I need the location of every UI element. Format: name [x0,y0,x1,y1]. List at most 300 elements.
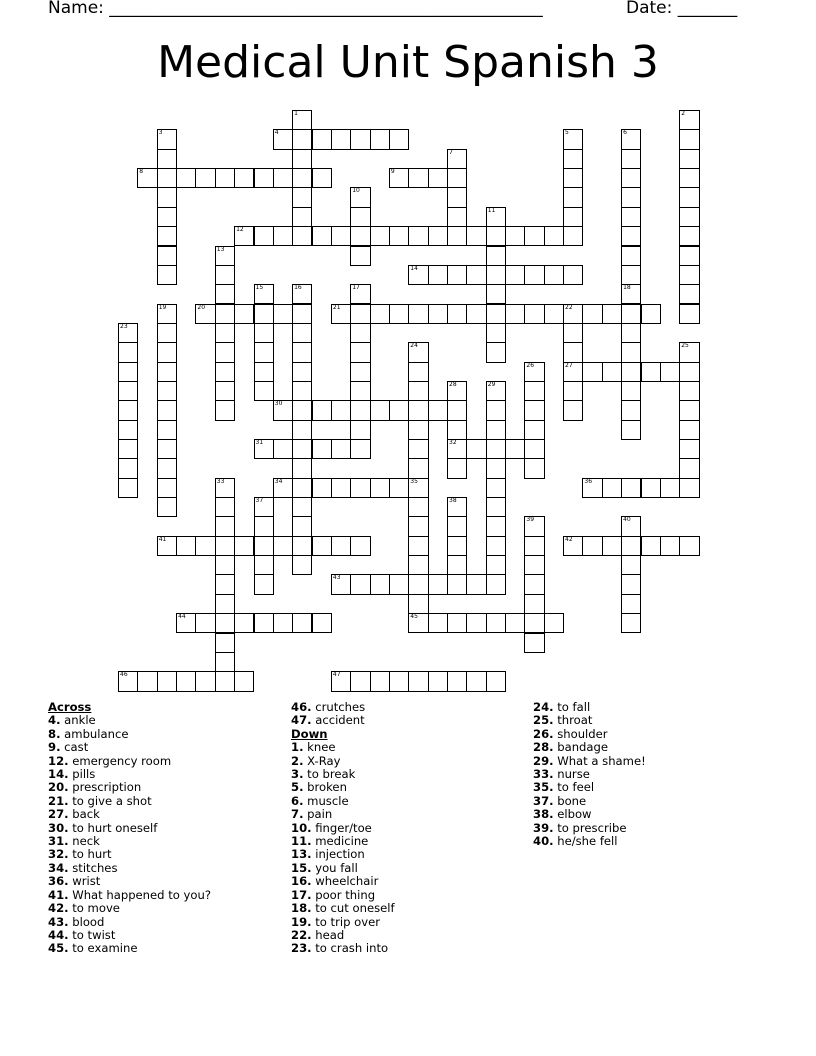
grid-cell[interactable] [641,304,661,324]
grid-cell[interactable] [234,226,254,246]
grid-cell[interactable] [234,613,254,633]
grid-cell[interactable] [621,516,641,536]
grid-cell[interactable] [176,613,196,633]
grid-cell[interactable] [350,187,370,207]
grid-cell[interactable] [563,187,583,207]
grid-cell[interactable] [679,187,699,207]
grid-cell[interactable] [524,226,544,246]
grid-cell[interactable] [273,304,293,324]
name-line[interactable] [48,0,543,18]
grid-cell[interactable] [621,304,641,324]
grid-cell[interactable] [524,516,544,536]
grid-cell[interactable] [621,149,641,169]
grid-cell[interactable] [273,168,293,188]
grid-cell[interactable] [331,536,351,556]
date-blank[interactable]: _______ [677,0,738,18]
grid-cell[interactable] [331,400,351,420]
grid-cell[interactable] [486,265,506,285]
grid-cell[interactable] [195,536,215,556]
grid-cell[interactable] [679,400,699,420]
grid-cell[interactable] [350,226,370,246]
grid-cell[interactable] [389,168,409,188]
grid-cell[interactable] [563,362,583,382]
grid-cell[interactable] [292,555,312,575]
grid-cell[interactable] [331,671,351,691]
grid-cell[interactable] [137,168,157,188]
grid-cell[interactable] [350,323,370,343]
grid-cell[interactable] [292,536,312,556]
grid-cell[interactable] [563,129,583,149]
grid-cell[interactable] [447,304,467,324]
grid-cell[interactable] [350,362,370,382]
grid-cell[interactable] [292,381,312,401]
grid-cell[interactable] [621,284,641,304]
grid-cell[interactable] [408,516,428,536]
grid-cell[interactable] [447,671,467,691]
grid-cell[interactable] [215,671,235,691]
grid-cell[interactable] [118,362,138,382]
grid-cell[interactable] [273,439,293,459]
grid-cell[interactable] [370,304,390,324]
grid-cell[interactable] [563,342,583,362]
grid-cell[interactable] [679,129,699,149]
grid-cell[interactable] [350,381,370,401]
grid-cell[interactable] [157,381,177,401]
grid-cell[interactable] [486,439,506,459]
grid-cell[interactable] [428,400,448,420]
grid-cell[interactable] [118,458,138,478]
grid-cell[interactable] [447,420,467,440]
grid-cell[interactable] [466,439,486,459]
grid-cell[interactable] [254,168,274,188]
grid-cell[interactable] [621,129,641,149]
grid-cell[interactable] [408,478,428,498]
grid-cell[interactable] [563,168,583,188]
grid-cell[interactable] [157,168,177,188]
grid-cell[interactable] [466,226,486,246]
grid-cell[interactable] [215,497,235,517]
grid-cell[interactable] [466,304,486,324]
grid-cell[interactable] [486,516,506,536]
grid-cell[interactable] [447,207,467,227]
grid-cell[interactable] [563,323,583,343]
grid-cell[interactable] [447,149,467,169]
grid-cell[interactable] [621,226,641,246]
grid-cell[interactable] [679,342,699,362]
grid-cell[interactable] [215,362,235,382]
grid-cell[interactable] [254,284,274,304]
grid-cell[interactable] [215,246,235,266]
grid-cell[interactable] [331,478,351,498]
grid-cell[interactable] [486,323,506,343]
grid-cell[interactable] [292,304,312,324]
grid-cell[interactable] [292,168,312,188]
grid-cell[interactable] [195,168,215,188]
grid-cell[interactable] [563,265,583,285]
grid-cell[interactable] [486,478,506,498]
grid-cell[interactable] [582,478,602,498]
grid-cell[interactable] [621,342,641,362]
grid-cell[interactable] [563,149,583,169]
grid-cell[interactable] [621,555,641,575]
grid-cell[interactable] [466,265,486,285]
grid-cell[interactable] [389,671,409,691]
grid-cell[interactable] [486,342,506,362]
grid-cell[interactable] [157,497,177,517]
grid-cell[interactable] [312,129,332,149]
grid-cell[interactable] [273,613,293,633]
grid-cell[interactable] [234,168,254,188]
grid-cell[interactable] [215,633,235,653]
grid-cell[interactable] [563,381,583,401]
grid-cell[interactable] [447,574,467,594]
grid-cell[interactable] [679,265,699,285]
grid-cell[interactable] [408,536,428,556]
grid-cell[interactable] [679,304,699,324]
grid-cell[interactable] [331,304,351,324]
grid-cell[interactable] [486,400,506,420]
grid-cell[interactable] [524,381,544,401]
grid-cell[interactable] [157,265,177,285]
grid-cell[interactable] [582,536,602,556]
grid-cell[interactable] [215,323,235,343]
grid-cell[interactable] [370,671,390,691]
grid-cell[interactable] [331,574,351,594]
grid-cell[interactable] [292,110,312,130]
grid-cell[interactable] [544,226,564,246]
grid-cell[interactable] [118,342,138,362]
grid-cell[interactable] [176,671,196,691]
grid-cell[interactable] [254,555,274,575]
grid-cell[interactable] [679,246,699,266]
grid-cell[interactable] [273,478,293,498]
grid-cell[interactable] [215,381,235,401]
grid-cell[interactable] [447,265,467,285]
grid-cell[interactable] [215,536,235,556]
grid-cell[interactable] [447,187,467,207]
grid-cell[interactable] [157,536,177,556]
grid-cell[interactable] [679,439,699,459]
grid-cell[interactable] [118,420,138,440]
grid-cell[interactable] [331,129,351,149]
grid-cell[interactable] [254,323,274,343]
grid-cell[interactable] [486,284,506,304]
grid-cell[interactable] [524,536,544,556]
grid-cell[interactable] [292,284,312,304]
grid-cell[interactable] [389,574,409,594]
grid-cell[interactable] [350,536,370,556]
grid-cell[interactable] [563,536,583,556]
grid-cell[interactable] [292,129,312,149]
grid-cell[interactable] [621,246,641,266]
grid-cell[interactable] [292,613,312,633]
grid-cell[interactable] [447,458,467,478]
grid-cell[interactable] [524,613,544,633]
grid-cell[interactable] [524,555,544,575]
grid-cell[interactable] [292,226,312,246]
grid-cell[interactable] [408,613,428,633]
grid-cell[interactable] [157,458,177,478]
grid-cell[interactable] [621,381,641,401]
grid-cell[interactable] [641,362,661,382]
grid-cell[interactable] [544,613,564,633]
grid-cell[interactable] [292,323,312,343]
grid-cell[interactable] [486,207,506,227]
grid-cell[interactable] [389,400,409,420]
grid-cell[interactable] [602,304,622,324]
grid-cell[interactable] [254,226,274,246]
grid-cell[interactable] [254,342,274,362]
grid-cell[interactable] [679,226,699,246]
grid-cell[interactable] [157,400,177,420]
grid-cell[interactable] [118,671,138,691]
grid-cell[interactable] [118,381,138,401]
grid-cell[interactable] [389,478,409,498]
grid-cell[interactable] [292,439,312,459]
grid-cell[interactable] [486,420,506,440]
grid-cell[interactable] [660,536,680,556]
grid-cell[interactable] [157,246,177,266]
grid-cell[interactable] [544,265,564,285]
grid-cell[interactable] [273,536,293,556]
grid-cell[interactable] [408,226,428,246]
grid-cell[interactable] [505,226,525,246]
grid-cell[interactable] [137,671,157,691]
grid-cell[interactable] [350,304,370,324]
grid-cell[interactable] [408,362,428,382]
grid-cell[interactable] [621,323,641,343]
grid-cell[interactable] [428,574,448,594]
grid-cell[interactable] [215,478,235,498]
grid-cell[interactable] [447,613,467,633]
grid-cell[interactable] [350,439,370,459]
grid-cell[interactable] [505,265,525,285]
grid-cell[interactable] [254,304,274,324]
grid-cell[interactable] [505,439,525,459]
grid-cell[interactable] [447,555,467,575]
grid-cell[interactable] [312,536,332,556]
grid-cell[interactable] [254,613,274,633]
grid-cell[interactable] [408,594,428,614]
grid-cell[interactable] [563,226,583,246]
grid-cell[interactable] [312,400,332,420]
grid-cell[interactable] [215,304,235,324]
grid-cell[interactable] [486,304,506,324]
grid-cell[interactable] [621,187,641,207]
grid-cell[interactable] [350,246,370,266]
grid-cell[interactable] [466,613,486,633]
grid-cell[interactable] [408,265,428,285]
grid-cell[interactable] [486,497,506,517]
grid-cell[interactable] [215,342,235,362]
grid-cell[interactable] [621,265,641,285]
grid-cell[interactable] [273,226,293,246]
grid-cell[interactable] [157,187,177,207]
grid-cell[interactable] [350,478,370,498]
grid-cell[interactable] [660,362,680,382]
grid-cell[interactable] [544,304,564,324]
grid-cell[interactable] [292,187,312,207]
grid-cell[interactable] [292,342,312,362]
grid-cell[interactable] [524,458,544,478]
grid-cell[interactable] [118,478,138,498]
grid-cell[interactable] [195,671,215,691]
grid-cell[interactable] [408,574,428,594]
grid-cell[interactable] [679,478,699,498]
grid-cell[interactable] [157,420,177,440]
grid-cell[interactable] [350,420,370,440]
grid-cell[interactable] [157,671,177,691]
grid-cell[interactable] [389,304,409,324]
grid-cell[interactable] [447,516,467,536]
grid-cell[interactable] [215,284,235,304]
grid-cell[interactable] [292,207,312,227]
grid-cell[interactable] [370,226,390,246]
grid-cell[interactable] [157,478,177,498]
grid-cell[interactable] [215,594,235,614]
grid-cell[interactable] [447,497,467,517]
grid-cell[interactable] [447,400,467,420]
grid-cell[interactable] [408,400,428,420]
grid-cell[interactable] [621,400,641,420]
grid-cell[interactable] [215,613,235,633]
grid-cell[interactable] [370,400,390,420]
grid-cell[interactable] [486,536,506,556]
grid-cell[interactable] [254,536,274,556]
grid-cell[interactable] [621,207,641,227]
grid-cell[interactable] [408,420,428,440]
grid-cell[interactable] [679,458,699,478]
grid-cell[interactable] [563,207,583,227]
grid-cell[interactable] [524,420,544,440]
grid-cell[interactable] [273,129,293,149]
grid-cell[interactable] [350,207,370,227]
grid-cell[interactable] [408,381,428,401]
grid-cell[interactable] [679,284,699,304]
grid-cell[interactable] [408,342,428,362]
grid-cell[interactable] [679,381,699,401]
grid-cell[interactable] [486,555,506,575]
grid-cell[interactable] [408,439,428,459]
grid-cell[interactable] [157,439,177,459]
grid-cell[interactable] [486,381,506,401]
grid-cell[interactable] [428,265,448,285]
grid-cell[interactable] [215,400,235,420]
grid-cell[interactable] [254,516,274,536]
grid-cell[interactable] [447,381,467,401]
grid-cell[interactable] [428,226,448,246]
grid-cell[interactable] [679,110,699,130]
grid-cell[interactable] [602,536,622,556]
grid-cell[interactable] [582,362,602,382]
grid-cell[interactable] [486,246,506,266]
grid-cell[interactable] [679,149,699,169]
grid-cell[interactable] [118,323,138,343]
grid-cell[interactable] [679,207,699,227]
grid-cell[interactable] [641,478,661,498]
name-blank[interactable]: ___________________________________________________ [109,0,543,18]
grid-cell[interactable] [486,458,506,478]
grid-cell[interactable] [524,362,544,382]
grid-cell[interactable] [524,400,544,420]
grid-cell[interactable] [408,671,428,691]
grid-cell[interactable] [641,536,661,556]
grid-cell[interactable] [176,168,196,188]
grid-cell[interactable] [486,574,506,594]
grid-cell[interactable] [292,420,312,440]
grid-cell[interactable] [408,304,428,324]
grid-cell[interactable] [157,149,177,169]
grid-cell[interactable] [524,265,544,285]
grid-cell[interactable] [350,574,370,594]
grid-cell[interactable] [679,168,699,188]
grid-cell[interactable] [350,671,370,691]
grid-cell[interactable] [292,516,312,536]
grid-cell[interactable] [524,633,544,653]
grid-cell[interactable] [505,613,525,633]
grid-cell[interactable] [428,304,448,324]
grid-cell[interactable] [331,439,351,459]
grid-cell[interactable] [215,265,235,285]
grid-cell[interactable] [428,613,448,633]
grid-cell[interactable] [621,168,641,188]
grid-cell[interactable] [176,536,196,556]
grid-cell[interactable] [215,516,235,536]
grid-cell[interactable] [447,226,467,246]
grid-cell[interactable] [118,400,138,420]
grid-cell[interactable] [621,613,641,633]
grid-cell[interactable] [234,671,254,691]
grid-cell[interactable] [408,168,428,188]
grid-cell[interactable] [195,304,215,324]
grid-cell[interactable] [254,381,274,401]
grid-cell[interactable] [157,362,177,382]
grid-cell[interactable] [292,400,312,420]
grid-cell[interactable] [466,671,486,691]
grid-cell[interactable] [350,400,370,420]
grid-cell[interactable] [524,304,544,324]
grid-cell[interactable] [370,129,390,149]
grid-cell[interactable] [621,478,641,498]
grid-cell[interactable] [524,439,544,459]
grid-cell[interactable] [312,613,332,633]
grid-cell[interactable] [273,400,293,420]
grid-cell[interactable] [312,226,332,246]
grid-cell[interactable] [215,574,235,594]
grid-cell[interactable] [621,362,641,382]
grid-cell[interactable] [234,304,254,324]
grid-cell[interactable] [157,129,177,149]
grid-cell[interactable] [447,439,467,459]
grid-cell[interactable] [292,458,312,478]
grid-cell[interactable] [408,555,428,575]
grid-cell[interactable] [254,497,274,517]
grid-cell[interactable] [292,362,312,382]
grid-cell[interactable] [486,613,506,633]
grid-cell[interactable] [389,226,409,246]
grid-cell[interactable] [563,304,583,324]
grid-cell[interactable] [505,304,525,324]
grid-cell[interactable] [660,478,680,498]
grid-cell[interactable] [621,420,641,440]
grid-cell[interactable] [679,536,699,556]
grid-cell[interactable] [428,671,448,691]
grid-cell[interactable] [621,536,641,556]
grid-cell[interactable] [215,652,235,672]
grid-cell[interactable] [602,478,622,498]
grid-cell[interactable] [602,362,622,382]
grid-cell[interactable] [350,342,370,362]
